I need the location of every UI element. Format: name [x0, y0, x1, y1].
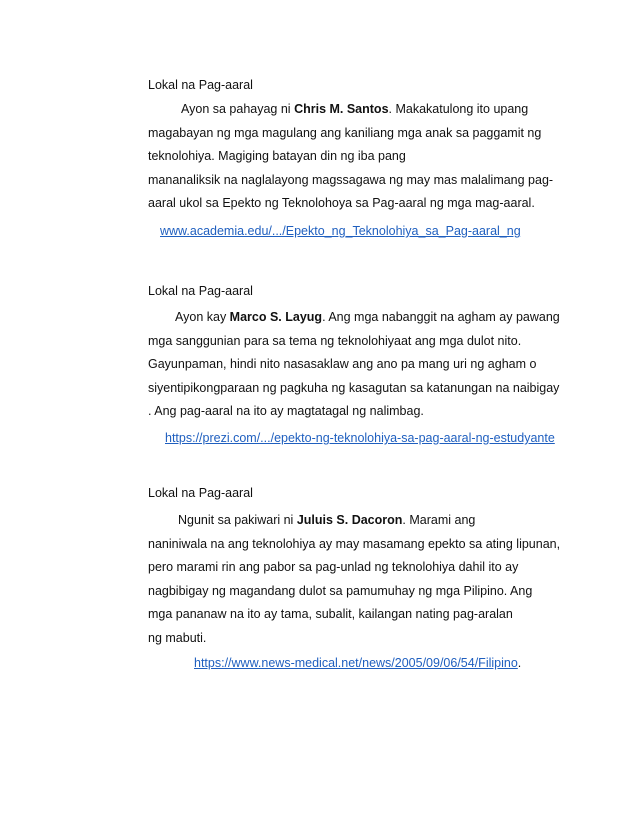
section-heading: Lokal na Pag-aaral: [148, 78, 253, 92]
source-link[interactable]: https://prezi.com/.../epekto-ng-teknolohiya-sa-pag-aaral-ng-estudyante: [165, 431, 555, 445]
text-run: . Makakatulong ito upang: [388, 102, 529, 116]
paragraph-line: mga sanggunian para sa tema ng teknolohiyaat ang mga dulot nito.: [148, 333, 522, 348]
text-run: . Marami ang: [402, 513, 476, 527]
section-2: [148, 283, 588, 299]
section-2-body: [148, 306, 588, 424]
paragraph: [148, 306, 588, 424]
source-link[interactable]: https://www.news-medical.net/news/2005/09/06/54/Filipino: [194, 656, 518, 670]
author-name: Juluis S. Dacoron: [296, 513, 403, 527]
paragraph-line: teknolohiya. Magiging batayan din ng iba pang: [148, 149, 406, 163]
paragraph-line: ng mabuti.: [148, 630, 207, 645]
paragraph-line: [148, 509, 588, 533]
paragraph-line: Gayunpaman, hindi nito nasasaklaw ang ano pa mang uri ng agham o: [148, 357, 537, 371]
paragraph-line: pero marami rin ang pabor sa pag-unlad ng teknolohiya dahil ito ay: [148, 560, 519, 574]
text-run: . Ang mga nabanggit na agham ay pawang: [322, 310, 560, 324]
paragraph-line: [148, 98, 588, 122]
paragraph: [148, 509, 588, 650]
paragraph-line: naniniwala na ang teknolohiya ay may masamang epekto sa ating lipunan,: [148, 536, 561, 551]
paragraph-line: . Ang pag-aaral na ito ay magtatagal ng nalimbag.: [148, 404, 424, 418]
paragraph: [148, 98, 588, 216]
author-name: Marco S. Layug: [229, 310, 323, 324]
paragraph-line: siyentipikongparaan ng pagkuha ng kasagutan sa katanungan na naibigay: [148, 380, 560, 395]
section-heading: Lokal na Pag-aaral: [148, 284, 253, 298]
text-run: Ngunit sa pakiwari ni: [178, 513, 297, 527]
paragraph-line: mananaliksik na naglalayong magssagawa ng may mas malalimang pag-: [148, 172, 554, 187]
author-name: Chris M. Santos: [294, 102, 389, 116]
paragraph-line: magabayan ng mga magulang ang kaniliang mga anak sa paggamit ng: [148, 125, 542, 140]
paragraph-line: nagbibigay ng magandang dulot sa pamumuhay ng mga Pilipino. Ang: [148, 583, 533, 598]
section-3-body: [148, 509, 588, 650]
section-1: [148, 77, 588, 93]
link-suffix: .: [517, 656, 522, 670]
paragraph-line: mga pananaw na ito ay tama, subalit, kailangan nating pag-aralan: [148, 607, 513, 621]
text-run: Ayon kay: [175, 310, 230, 324]
section-1-body: [148, 98, 588, 216]
paragraph-line: [148, 306, 588, 330]
paragraph-line: aaral ukol sa Epekto ng Teknolohoya sa Pag-aaral ng mga mag-aaral.: [148, 196, 535, 210]
section-3: [148, 485, 588, 501]
text-run: Ayon sa pahayag ni: [181, 102, 295, 116]
source-link[interactable]: www.academia.edu/.../Epekto_ng_Teknolohiya_sa_Pag-aaral_ng: [160, 224, 521, 238]
source-link-row: [194, 655, 521, 671]
section-heading: Lokal na Pag-aaral: [148, 486, 253, 500]
